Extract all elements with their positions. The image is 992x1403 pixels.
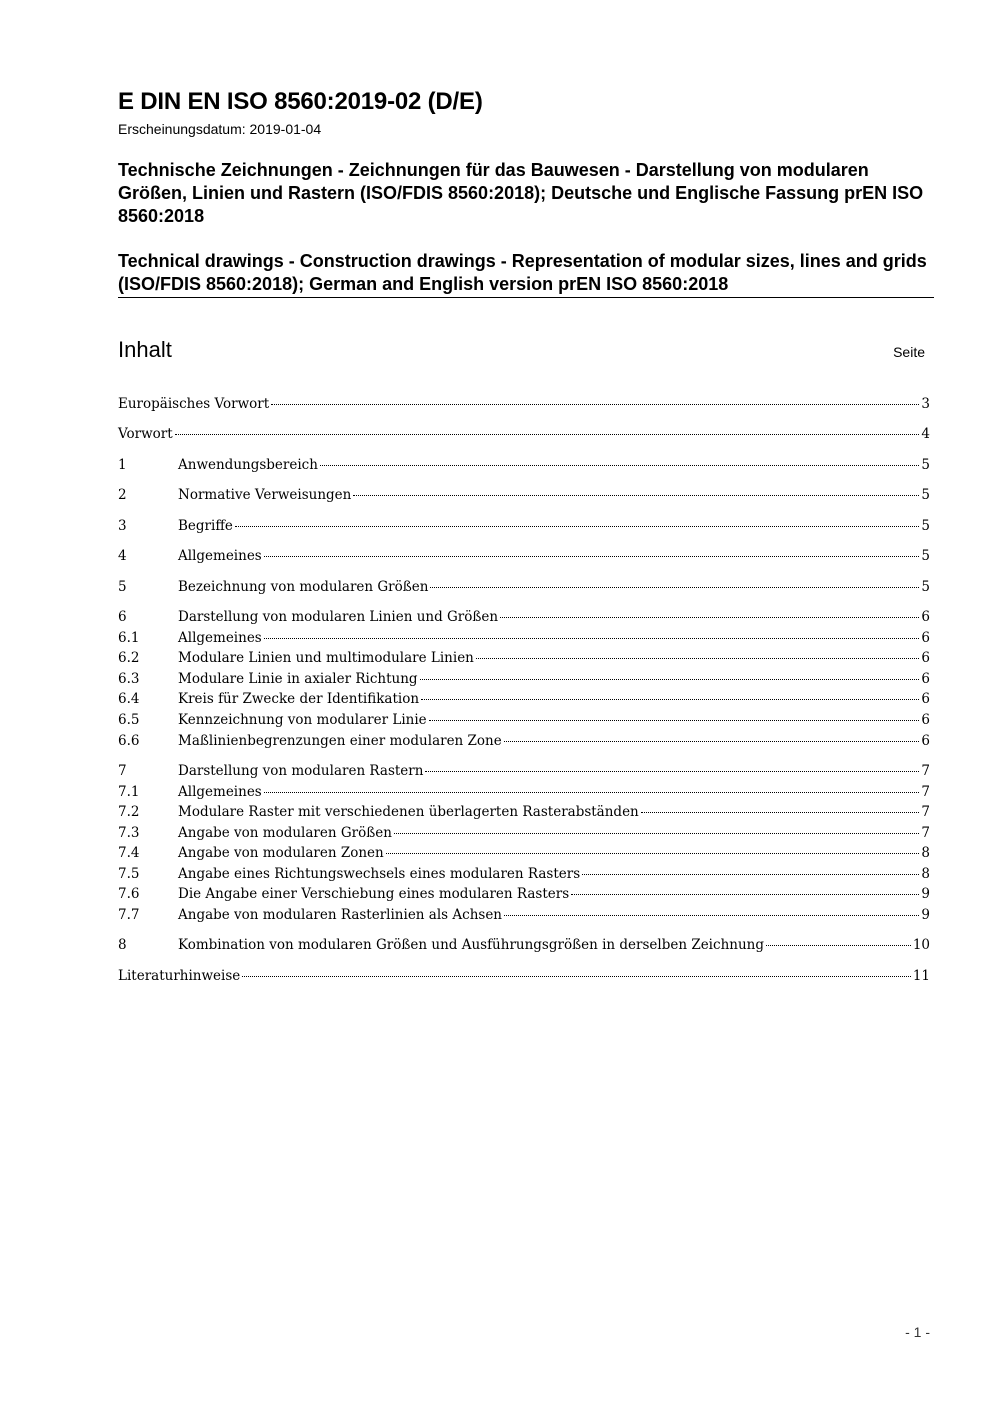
toc-entry[interactable] bbox=[118, 650, 930, 670]
toc-entry-number: 6.5 bbox=[118, 712, 140, 728]
toc-entry-number: 7.3 bbox=[118, 825, 140, 841]
toc-entry-title: Bezeichnung von modularen Größen bbox=[178, 579, 429, 595]
toc-leader bbox=[504, 741, 920, 742]
toc-entry[interactable] bbox=[118, 712, 930, 732]
toc-entry-title: Begriffe bbox=[178, 518, 233, 534]
toc-leader bbox=[353, 495, 919, 496]
toc-entry-number: 6.4 bbox=[118, 691, 140, 707]
toc-entry-title: Angabe von modularen Größen bbox=[178, 825, 392, 841]
toc-entry-title: Die Angabe einer Verschiebung eines modularen Rasters bbox=[178, 886, 570, 902]
toc-entry-page: 9 bbox=[921, 886, 930, 902]
toc-entry[interactable] bbox=[118, 784, 930, 804]
toc-page-column-label: Seite bbox=[893, 344, 925, 360]
toc-entry-page: 5 bbox=[921, 579, 930, 595]
toc-entry-number: 6.6 bbox=[118, 733, 140, 749]
toc-entry-page: 11 bbox=[912, 968, 930, 984]
toc-entry[interactable] bbox=[118, 804, 930, 824]
toc-entry-title: Allgemeines bbox=[178, 548, 262, 564]
toc-entry[interactable] bbox=[118, 968, 930, 988]
toc-leader bbox=[386, 853, 920, 854]
toc-entry[interactable] bbox=[118, 671, 930, 691]
toc-entry-page: 10 bbox=[912, 937, 930, 953]
toc-entry[interactable] bbox=[118, 579, 930, 599]
toc-entry-page: 3 bbox=[921, 396, 930, 412]
toc-entry[interactable] bbox=[118, 886, 930, 906]
toc-entry-title: Angabe von modularen Rasterlinien als Achsen bbox=[178, 907, 502, 923]
toc-entry-page: 4 bbox=[921, 426, 930, 442]
toc-entry-page: 8 bbox=[921, 866, 930, 882]
toc-entry[interactable] bbox=[118, 691, 930, 711]
toc-entry-page: 6 bbox=[921, 733, 930, 749]
toc-heading: Inhalt bbox=[118, 337, 172, 362]
toc-entry[interactable] bbox=[118, 426, 930, 446]
toc-entry-page: 7 bbox=[921, 825, 930, 841]
toc-entry-page: 6 bbox=[921, 630, 930, 646]
toc-entry[interactable] bbox=[118, 763, 930, 783]
toc-entry-title: Modulare Linie in axialer Richtung bbox=[178, 671, 418, 687]
toc-entry-title: Angabe von modularen Zonen bbox=[178, 845, 384, 861]
toc-entry-page: 6 bbox=[921, 712, 930, 728]
toc-leader bbox=[500, 617, 919, 618]
toc-leader bbox=[264, 556, 920, 557]
toc-entry-number: 7.5 bbox=[118, 866, 140, 882]
toc-entry[interactable] bbox=[118, 845, 930, 865]
toc-entry[interactable] bbox=[118, 866, 930, 886]
toc-entry-number: 6.2 bbox=[118, 650, 140, 666]
toc-entry-page: 6 bbox=[921, 691, 930, 707]
toc-leader bbox=[175, 434, 920, 435]
toc-entry-title: Literaturhinweise bbox=[118, 968, 241, 984]
toc-entry-page: 6 bbox=[921, 650, 930, 666]
toc-entry-page: 9 bbox=[921, 907, 930, 923]
toc-entry[interactable] bbox=[118, 487, 930, 507]
toc-entry[interactable] bbox=[118, 396, 930, 416]
toc-entry-number: 8 bbox=[118, 937, 127, 953]
toc-entry-number: 4 bbox=[118, 548, 127, 564]
toc-entry-page: 8 bbox=[921, 845, 930, 861]
toc-leader bbox=[264, 638, 920, 639]
title-divider bbox=[118, 297, 934, 298]
toc-entry-title: Allgemeines bbox=[178, 784, 262, 800]
document-id: E DIN EN ISO 8560:2019-02 (D/E) bbox=[118, 88, 483, 115]
toc-leader bbox=[421, 699, 919, 700]
toc-entry-number: 5 bbox=[118, 579, 127, 595]
toc-entry-title: Darstellung von modularen Rastern bbox=[178, 763, 424, 779]
toc-entry-title: Normative Verweisungen bbox=[178, 487, 352, 503]
toc-entry-page: 5 bbox=[921, 487, 930, 503]
toc-entry[interactable] bbox=[118, 825, 930, 845]
toc-entry[interactable] bbox=[118, 548, 930, 568]
toc-entry-title: Vorwort bbox=[118, 426, 173, 442]
toc-entry-number: 7.7 bbox=[118, 907, 140, 923]
toc-entry-title: Kombination von modularen Größen und Ausführungsgrößen in derselben Zeichnung bbox=[178, 937, 764, 953]
toc-entry-title: Europäisches Vorwort bbox=[118, 396, 270, 412]
toc-entry-page: 6 bbox=[921, 609, 930, 625]
toc-leader bbox=[394, 833, 919, 834]
toc-entry-number: 6.1 bbox=[118, 630, 140, 646]
toc-entry-number: 2 bbox=[118, 487, 127, 503]
toc-entry[interactable] bbox=[118, 609, 930, 629]
toc-leader bbox=[476, 658, 920, 659]
page-number: - 1 - bbox=[905, 1324, 930, 1340]
toc-entry[interactable] bbox=[118, 733, 930, 753]
toc-entry-title: Maßlinienbegrenzungen einer modularen Zone bbox=[178, 733, 502, 749]
toc-entry[interactable] bbox=[118, 937, 930, 957]
title-german: Technische Zeichnungen - Zeichnungen für das Bauwesen - Darstellung von modularen Größen, Linien und Rastern (ISO/FDIS 8560:2018); Deutsche und Englische Fassung prEN ISO 8560:2018 bbox=[118, 160, 924, 226]
toc-entry-page: 5 bbox=[921, 518, 930, 534]
toc-entry-title: Kennzeichnung von modularer Linie bbox=[178, 712, 427, 728]
toc-leader bbox=[504, 915, 919, 916]
toc-leader bbox=[235, 526, 920, 527]
toc-leader bbox=[320, 465, 919, 466]
toc-entry-title: Anwendungsbereich bbox=[178, 457, 318, 473]
toc-entry-number: 7.1 bbox=[118, 784, 140, 800]
toc-entry-page: 6 bbox=[921, 671, 930, 687]
toc-leader bbox=[766, 945, 911, 946]
toc-entry-number: 1 bbox=[118, 457, 127, 473]
toc-entry[interactable] bbox=[118, 630, 930, 650]
toc-entry-number: 6 bbox=[118, 609, 127, 625]
toc-entry-title: Kreis für Zwecke der Identifikation bbox=[178, 691, 420, 707]
toc-entry-title: Darstellung von modularen Linien und Größen bbox=[178, 609, 499, 625]
toc-entry-number: 3 bbox=[118, 518, 127, 534]
toc-entry-title: Allgemeines bbox=[178, 630, 262, 646]
toc-entry-page: 7 bbox=[921, 763, 930, 779]
toc-entry-page: 5 bbox=[921, 457, 930, 473]
toc-leader bbox=[429, 720, 920, 721]
toc-entry-page: 5 bbox=[921, 548, 930, 564]
toc-leader bbox=[242, 976, 911, 977]
toc-entry[interactable] bbox=[118, 907, 930, 927]
toc-leader bbox=[271, 404, 919, 405]
toc-entry-page: 7 bbox=[921, 784, 930, 800]
publication-date: Erscheinungsdatum: 2019-01-04 bbox=[118, 121, 322, 137]
toc-entry-title: Modulare Linien und multimodulare Linien bbox=[178, 650, 474, 666]
toc-leader bbox=[425, 771, 919, 772]
toc-leader bbox=[571, 894, 919, 895]
toc-entry[interactable] bbox=[118, 457, 930, 477]
toc-entry-number: 7.4 bbox=[118, 845, 140, 861]
toc-entry-number: 7.6 bbox=[118, 886, 140, 902]
toc-entry-page: 7 bbox=[921, 804, 930, 820]
toc-entry-number: 6.3 bbox=[118, 671, 140, 687]
toc-entry[interactable] bbox=[118, 518, 930, 538]
toc-entry-title: Modulare Raster mit verschiedenen überlagerten Rasterabständen bbox=[178, 804, 639, 820]
toc-leader bbox=[420, 679, 920, 680]
toc-leader bbox=[264, 792, 920, 793]
toc-leader bbox=[582, 874, 919, 875]
toc-entry-number: 7.2 bbox=[118, 804, 140, 820]
toc-entry-number: 7 bbox=[118, 763, 127, 779]
title-english: Technical drawings - Construction drawings - Representation of modular sizes, lines and grids (ISO/FDIS 8560:2018); German and English version prEN ISO 8560:2018 bbox=[118, 251, 927, 294]
toc-leader bbox=[641, 812, 920, 813]
toc-leader bbox=[430, 587, 919, 588]
toc-entry-title: Angabe eines Richtungswechsels eines modularen Rasters bbox=[178, 866, 581, 882]
